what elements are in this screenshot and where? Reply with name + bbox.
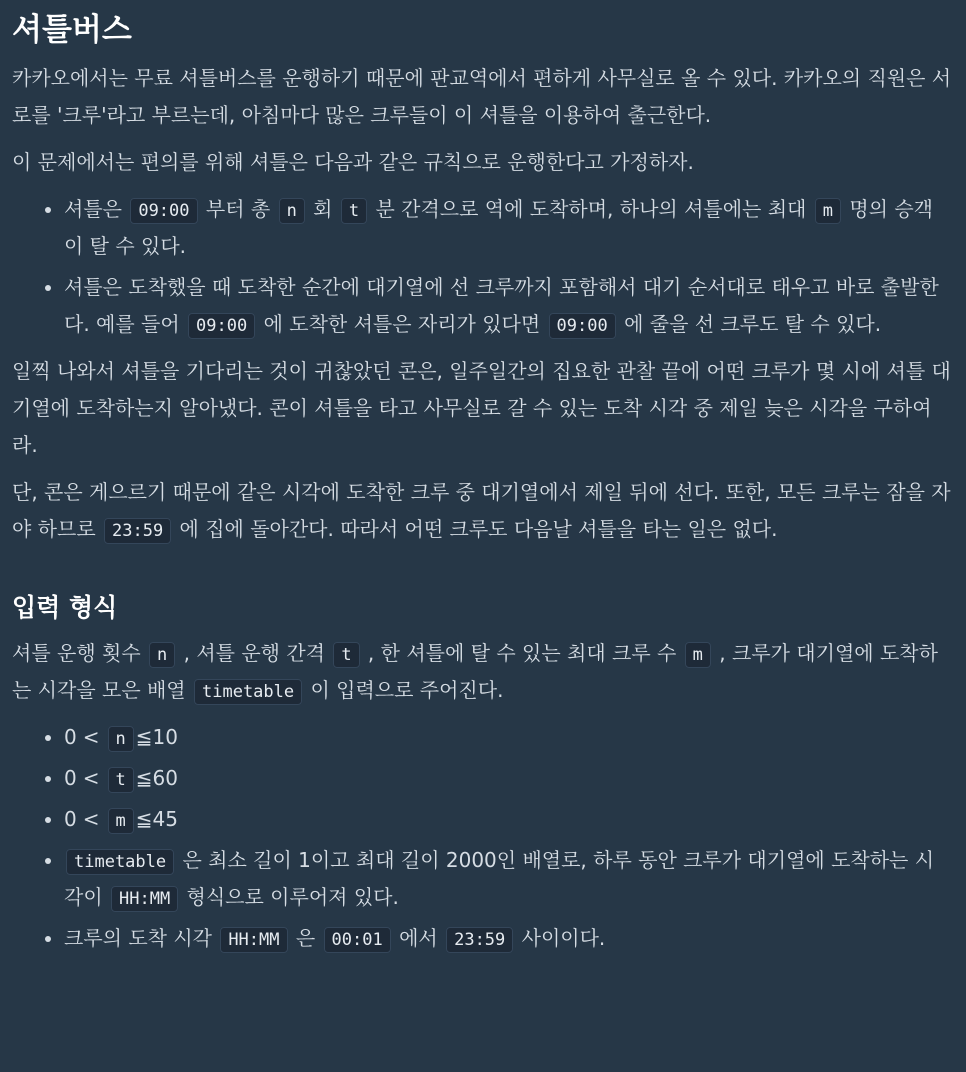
- code-t: t: [341, 198, 367, 224]
- input-text: , 한 셔틀에 탈 수 있는 최대 크루 수: [361, 640, 683, 665]
- constraint-text: 은 최소 길이 1이고 최대 길이 2000인 배열로, 하루 동안 크루가 대기열에 도착하는 시각이: [64, 847, 935, 909]
- code-end-time: 23:59: [104, 518, 171, 544]
- note-paragraph: [12, 474, 952, 548]
- rules-list: [12, 191, 952, 343]
- less-than-sign: <: [82, 806, 100, 831]
- intro-paragraph: 카카오에서는 무료 셔틀버스를 운행하기 때문에 판교역에서 편하게 사무실로 올 수 있다. 카카오의 직원은 서로를 '크루'라고 부르는데, 아침마다 많은 크루들이 이 셔틀을 이용하여 출근한다.: [12, 66, 952, 128]
- constraint-lower: 0: [64, 724, 77, 749]
- constraint-upper: ≦60: [135, 765, 178, 790]
- rules-lead-paragraph: 이 문제에서는 편의를 위해 셔틀은 다음과 같은 규칙으로 운행한다고 가정하자.: [12, 150, 694, 175]
- input-description-paragraph: [12, 635, 952, 709]
- code-n: n: [108, 726, 134, 752]
- code-t: t: [108, 767, 134, 793]
- constraint-text: 크루의 도착 시각: [64, 925, 219, 950]
- code-n: n: [149, 642, 175, 668]
- less-than-sign: <: [82, 765, 100, 790]
- constraint-text: 형식으로 이루어져 있다.: [180, 884, 399, 909]
- code-t: t: [333, 642, 359, 668]
- page-title: 셔틀버스: [12, 12, 132, 48]
- code-time-min: 00:01: [324, 927, 391, 953]
- constraint-time-range: [64, 920, 952, 957]
- input-text: 이 입력으로 주어진다.: [304, 677, 504, 702]
- code-m: m: [815, 198, 841, 224]
- constraint-text: 은: [289, 925, 322, 950]
- rule-text: 부터 총: [199, 197, 277, 222]
- constraint-lower: 0: [64, 806, 77, 831]
- constraint-n: [64, 719, 952, 756]
- constraint-upper: ≦10: [135, 724, 178, 749]
- less-than-sign: <: [82, 724, 100, 749]
- rule-text: 에 도착한 셔틀은 자리가 있다면: [257, 312, 547, 337]
- rule-text: 분 간격으로 역에 도착하며, 하나의 셔틀에는 최대: [369, 197, 813, 222]
- rule-text: 에 줄을 선 크루도 탈 수 있다.: [617, 312, 882, 337]
- code-timetable: timetable: [66, 849, 174, 875]
- code-time-max: 23:59: [446, 927, 513, 953]
- code-time-format: HH:MM: [111, 886, 178, 912]
- rule-text: 셔틀은: [64, 197, 129, 222]
- constraint-upper: ≦45: [135, 806, 178, 831]
- constraint-text: 에서: [392, 925, 445, 950]
- code-time-format: HH:MM: [220, 927, 287, 953]
- code-m: m: [108, 808, 134, 834]
- con-description-paragraph: 일찍 나와서 셔틀을 기다리는 것이 귀찮았던 콘은, 일주일간의 집요한 관찰 끝에 어떤 크루가 몇 시에 셔틀 대기열에 도착하는지 알아냈다. 콘이 셔틀을 타고 사무실로 갈 수 있는 도착 시각 중 제일 늦은 시각을 구하여라.: [12, 359, 951, 458]
- code-time: 09:00: [188, 313, 255, 339]
- rule-boarding: [64, 269, 952, 343]
- note-text: 에 집에 돌아간다. 따라서 어떤 크루도 다음날 셔틀을 타는 일은 없다.: [173, 517, 778, 542]
- rule-shuttle-schedule: [64, 191, 952, 265]
- constraint-m: [64, 801, 952, 838]
- constraint-timetable: [64, 842, 952, 916]
- code-m: m: [685, 642, 711, 668]
- input-text: 셔틀 운행 횟수: [12, 640, 147, 665]
- input-format-heading: 입력 형식: [12, 593, 118, 623]
- code-timetable: timetable: [194, 679, 302, 705]
- note-text: 단, 콘은 게으르기 때문에 같은 시각에 도착한 크루 중 대기열에서 제일 뒤에 선다. 또한, 모든 크루는 잠을 자야 하므로: [12, 480, 951, 542]
- rule-text: 회: [306, 197, 339, 222]
- code-time: 09:00: [549, 313, 616, 339]
- constraint-t: [64, 760, 952, 797]
- rule-text: 셔틀은 도착했을 때 도착한 순간에 대기열에 선 크루까지 포함해서 대기 순서대로 태우고 바로 출발한다. 예를 들어: [64, 275, 939, 337]
- code-n: n: [279, 198, 305, 224]
- constraints-list: [12, 719, 952, 957]
- input-text: , 셔틀 운행 간격: [177, 640, 332, 665]
- code-start-time: 09:00: [130, 198, 197, 224]
- input-text: , 크루가 대기열에 도착하는 시각을 모은 배열: [12, 640, 938, 702]
- rule-text: 명의 승객이 탈 수 있다.: [64, 197, 933, 259]
- constraint-text: 사이이다.: [515, 925, 606, 950]
- constraint-lower: 0: [64, 765, 77, 790]
